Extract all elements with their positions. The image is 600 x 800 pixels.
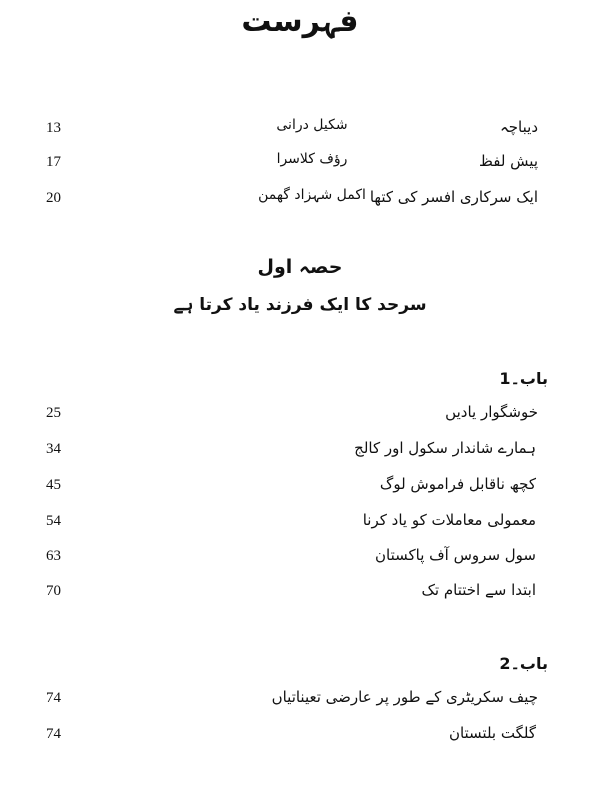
toc-entry-title: ابتدا سے اختتام تک bbox=[421, 581, 536, 599]
toc-entry-title: ہمارے شاندار سکول اور کالج bbox=[354, 439, 536, 457]
front-matter-author: شکیل درانی bbox=[276, 117, 348, 133]
toc-entry-title: معمولی معاملات کو یاد کرنا bbox=[362, 511, 536, 529]
toc-entry-page: 63 bbox=[46, 548, 61, 564]
front-matter-page: 20 bbox=[46, 190, 61, 206]
toc-entry-title: سول سروس آف پاکستان bbox=[374, 546, 536, 564]
front-matter-title: پیش لفظ bbox=[479, 152, 538, 170]
toc-entry-page: 45 bbox=[46, 477, 61, 493]
part-subtitle: سرحد کا ایک فرزند یاد کرتا ہے bbox=[173, 295, 427, 315]
toc-entry-page: 54 bbox=[46, 513, 61, 529]
toc-entry-page: 34 bbox=[46, 441, 61, 457]
chapter-main-title: چیف سکریٹری کے طور پر عارضی تعیناتیاں bbox=[271, 688, 538, 706]
chapter-heading: باب۔2 bbox=[499, 654, 548, 673]
chapter-main-page: 74 bbox=[46, 690, 61, 706]
toc-entry-title: کچھ ناقابل فراموش لوگ bbox=[379, 475, 536, 493]
front-matter-title: ایک سرکاری افسر کی کتھا bbox=[369, 188, 538, 206]
front-matter-author: رؤف کلاسرا bbox=[276, 151, 348, 167]
toc-entry-page: 74 bbox=[46, 726, 61, 742]
chapter-main-title: خوشگوار یادیں bbox=[445, 403, 538, 421]
front-matter-title: دیباچہ bbox=[499, 118, 538, 136]
chapter-main-page: 25 bbox=[46, 405, 61, 421]
chapter-heading: باب۔1 bbox=[499, 369, 548, 388]
front-matter-author: اکمل شہزاد گھمن bbox=[258, 187, 366, 203]
part-title: حصہ اول bbox=[257, 256, 343, 278]
page-title: فہرست bbox=[241, 4, 359, 39]
toc-entry-title: گلگت بلتستان bbox=[448, 724, 536, 742]
front-matter-page: 13 bbox=[46, 120, 61, 136]
front-matter-page: 17 bbox=[46, 154, 61, 170]
toc-entry-page: 70 bbox=[46, 583, 61, 599]
